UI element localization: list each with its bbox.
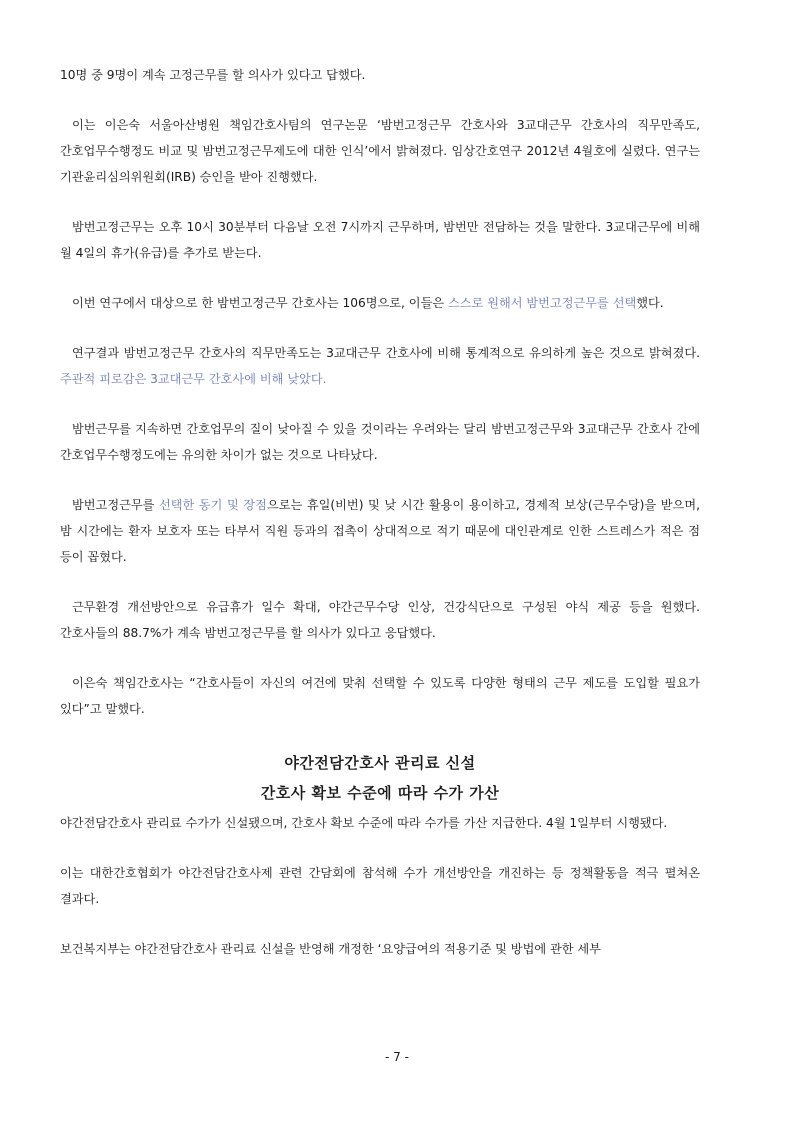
paragraph-intro-continuation: 10명 중 9명이 계속 고정근무를 할 의사가 있다고 답했다. [60,68,366,82]
text-segment: 연구결과 밤번고정근무 간호사의 직무만족도는 3교대근무 간호사에 비해 통계적으로 유의하게 높은 것으로 밝혀졌다. [72,346,700,360]
paragraph-study-subjects [60,290,700,316]
page-number: - 7 - [385,1050,409,1064]
section-subtitle: 간호사 확보 수준에 따라 수가 가산 [260,784,500,802]
paragraph-night-shift-definition: 밤번고정근무는 오후 10시 30분부터 다음날 오전 7시까지 근무하며, 밤번만 전담하는 것을 말한다. 3교대근무에 비해 월 4일의 휴가(유급)를 추가로 받는다. [60,220,700,260]
paragraph-motives-advantages [60,492,700,570]
section-title: 야간전담간호사 관리료 신설 [284,754,476,772]
paragraph-quality-concern: 밤번근무를 지속하면 간호업무의 질이 낮아질 수 있을 것이라는 우려와는 달리 밤번고정근무와 3교대근무 간호사 간에 간호업무수행정도에는 유의한 차이가 없는 것으로 나타났다. [60,422,700,462]
text-segment: 으로는 휴일(비번) 및 낮 시간 활용이 용이하고, 경제적 보상(근무수당)을 받으며, 밤 시간에는 환자 보호자 또는 타부서 직원 등과의 접촉이 상대적으로 적기 때문에 대인관계로 인한 스트레스가 적은 점 등이 꼽혔다. [60,498,700,564]
paragraph-improvement-requests: 근무환경 개선방안으로 유급휴가 일수 확대, 야간근무수당 인상, 건강식단으로 구성된 야식 제공 등을 원했다. 간호사들의 88.7%가 계속 밤번고정근무를 할 의사가 있다고 응답했다. [60,600,700,640]
article-body [60,62,700,962]
paragraph-kna-activity: 이는 대한간호협회가 야간전담간호사제 관련 간담회에 참석해 수가 개선방안을 개진하는 등 정책활동을 적극 펼쳐온 결과다. [60,866,700,906]
highlighted-phrase: 스스로 원해서 밤번고정근무를 선택 [448,296,637,310]
paragraph-study-source: 이는 이은숙 서울아산병원 책임간호사팀의 연구논문 ‘밤번고정근무 간호사와 3교대근무 간호사의 직무만족도, 간호업무수행정도 비교 및 밤번고정근무제도에 대한 인식’에서 밝혀졌다. 임상간호연구 2012년 4월호에 실렸다. 연구는 기관윤리심의위원회(IRB) 승인을 받아 진행했다. [60,118,700,184]
text-segment: 했다. [636,296,664,310]
text-segment: 이번 연구에서 대상으로 한 밤번고정근무 간호사는 106명으로, 이들은 [72,296,449,310]
paragraph-study-results [60,340,700,392]
section-heading [60,748,700,808]
text-segment: 밤번고정근무를 [72,498,159,512]
paragraph-new-fee: 야간전담간호사 관리료 수가가 신설됐으며, 간호사 확보 수준에 따라 수가를 가산 지급한다. 4월 1일부터 시행됐다. [60,816,668,830]
paragraph-ministry-revision: 보건복지부는 야간전담간호사 관리료 신설을 반영해 개정한 ‘요양급여의 적용기준 및 방법에 관한 세부 [60,942,601,956]
paragraph-quote: 이은숙 책임간호사는 “간호사들이 자신의 여건에 맞춰 선택할 수 있도록 다양한 형태의 근무 제도를 도입할 필요가 있다”고 말했다. [60,676,700,716]
highlighted-phrase: 주관적 피로감은 3교대근무 간호사에 비해 낮았다. [60,372,327,386]
highlighted-phrase: 선택한 동기 및 장점 [159,498,267,512]
